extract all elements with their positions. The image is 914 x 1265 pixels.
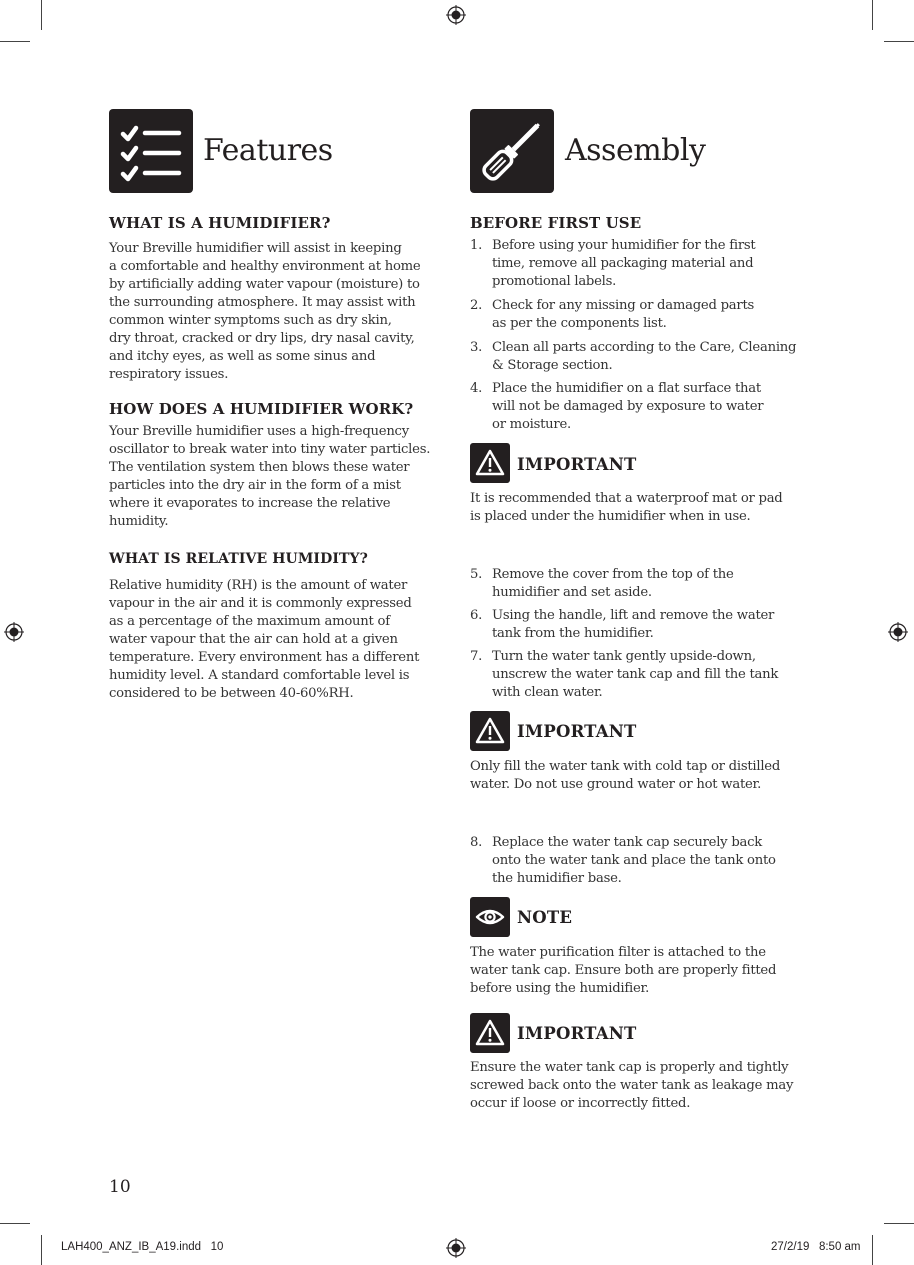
section-heading: HOW DOES A HUMIDIFIER WORK? xyxy=(109,400,414,418)
callout-title: IMPORTANT xyxy=(517,455,637,474)
section-heading: WHAT IS A HUMIDIFIER? xyxy=(109,214,331,232)
crop-mark xyxy=(41,0,42,30)
registration-mark-icon xyxy=(4,622,24,642)
registration-mark-icon xyxy=(446,5,466,25)
crop-mark xyxy=(0,1223,30,1224)
crop-mark xyxy=(41,1235,42,1265)
callout-title: IMPORTANT xyxy=(517,722,637,741)
warning-icon xyxy=(470,711,510,751)
section-body: Your Breville humidifier uses a high-frequency oscillator to break water into tiny water particles. The ventilation system then blows these water particles into the dry air in the form of a mist where it evaporates to increase the relative humidity. xyxy=(109,424,431,529)
warning-icon xyxy=(470,1013,510,1053)
callout-body: Ensure the water tank cap is properly and tightly screwed back onto the water tank as leakage may occur if loose or incorrectly fitted. xyxy=(470,1060,794,1111)
callout-body: It is recommended that a waterproof mat or pad is placed under the humidifier when in use. xyxy=(470,491,783,524)
warning-icon xyxy=(470,443,510,483)
callout-body: The water purification filter is attached to the water tank cap. Ensure both are properly fitted before using the humidifier. xyxy=(470,945,777,996)
features-title: Features xyxy=(203,133,333,168)
crop-mark xyxy=(0,41,30,42)
section-body: Relative humidity (RH) is the amount of water vapour in the air and it is commonly expressed as a percentage of the maximum amount of water vapour that the air can hold at a given temperature. Every environment has a different humidity level. A standard comfortable level is considered to be between 40-60%RH. xyxy=(109,578,420,701)
section-body: Your Breville humidifier will assist in keeping a comfortable and healthy environment at home by artificially adding water vapour (moisture) to the surrounding atmosphere. It may assist with common winter symptoms such as dry skin, dry throat, cracked or dry lips, dry nasal cavity, and itchy eyes, as well as some sinus and respiratory issues. xyxy=(109,241,421,382)
callout-title: IMPORTANT xyxy=(517,1024,637,1043)
crop-mark xyxy=(872,0,873,30)
file-slug: LAH400_ANZ_IB_A19.indd 10 xyxy=(61,1241,224,1253)
screwdriver-icon xyxy=(470,109,554,193)
callout-title: NOTE xyxy=(517,908,573,927)
date-slug: 27/2/19 8:50 am xyxy=(771,1241,861,1253)
section-heading: WHAT IS RELATIVE HUMIDITY? xyxy=(109,551,368,567)
eye-icon xyxy=(470,897,510,937)
section-heading: BEFORE FIRST USE xyxy=(470,214,642,232)
checklist-icon xyxy=(109,109,193,193)
crop-mark xyxy=(884,41,914,42)
registration-mark-icon xyxy=(446,1238,466,1258)
assembly-title: Assembly xyxy=(565,133,706,168)
registration-mark-icon xyxy=(888,622,908,642)
page-number: 10 xyxy=(109,1177,131,1197)
callout-body: Only fill the water tank with cold tap or distilled water. Do not use ground water or hot water. xyxy=(470,759,781,792)
crop-mark xyxy=(884,1223,914,1224)
crop-mark xyxy=(872,1235,873,1265)
